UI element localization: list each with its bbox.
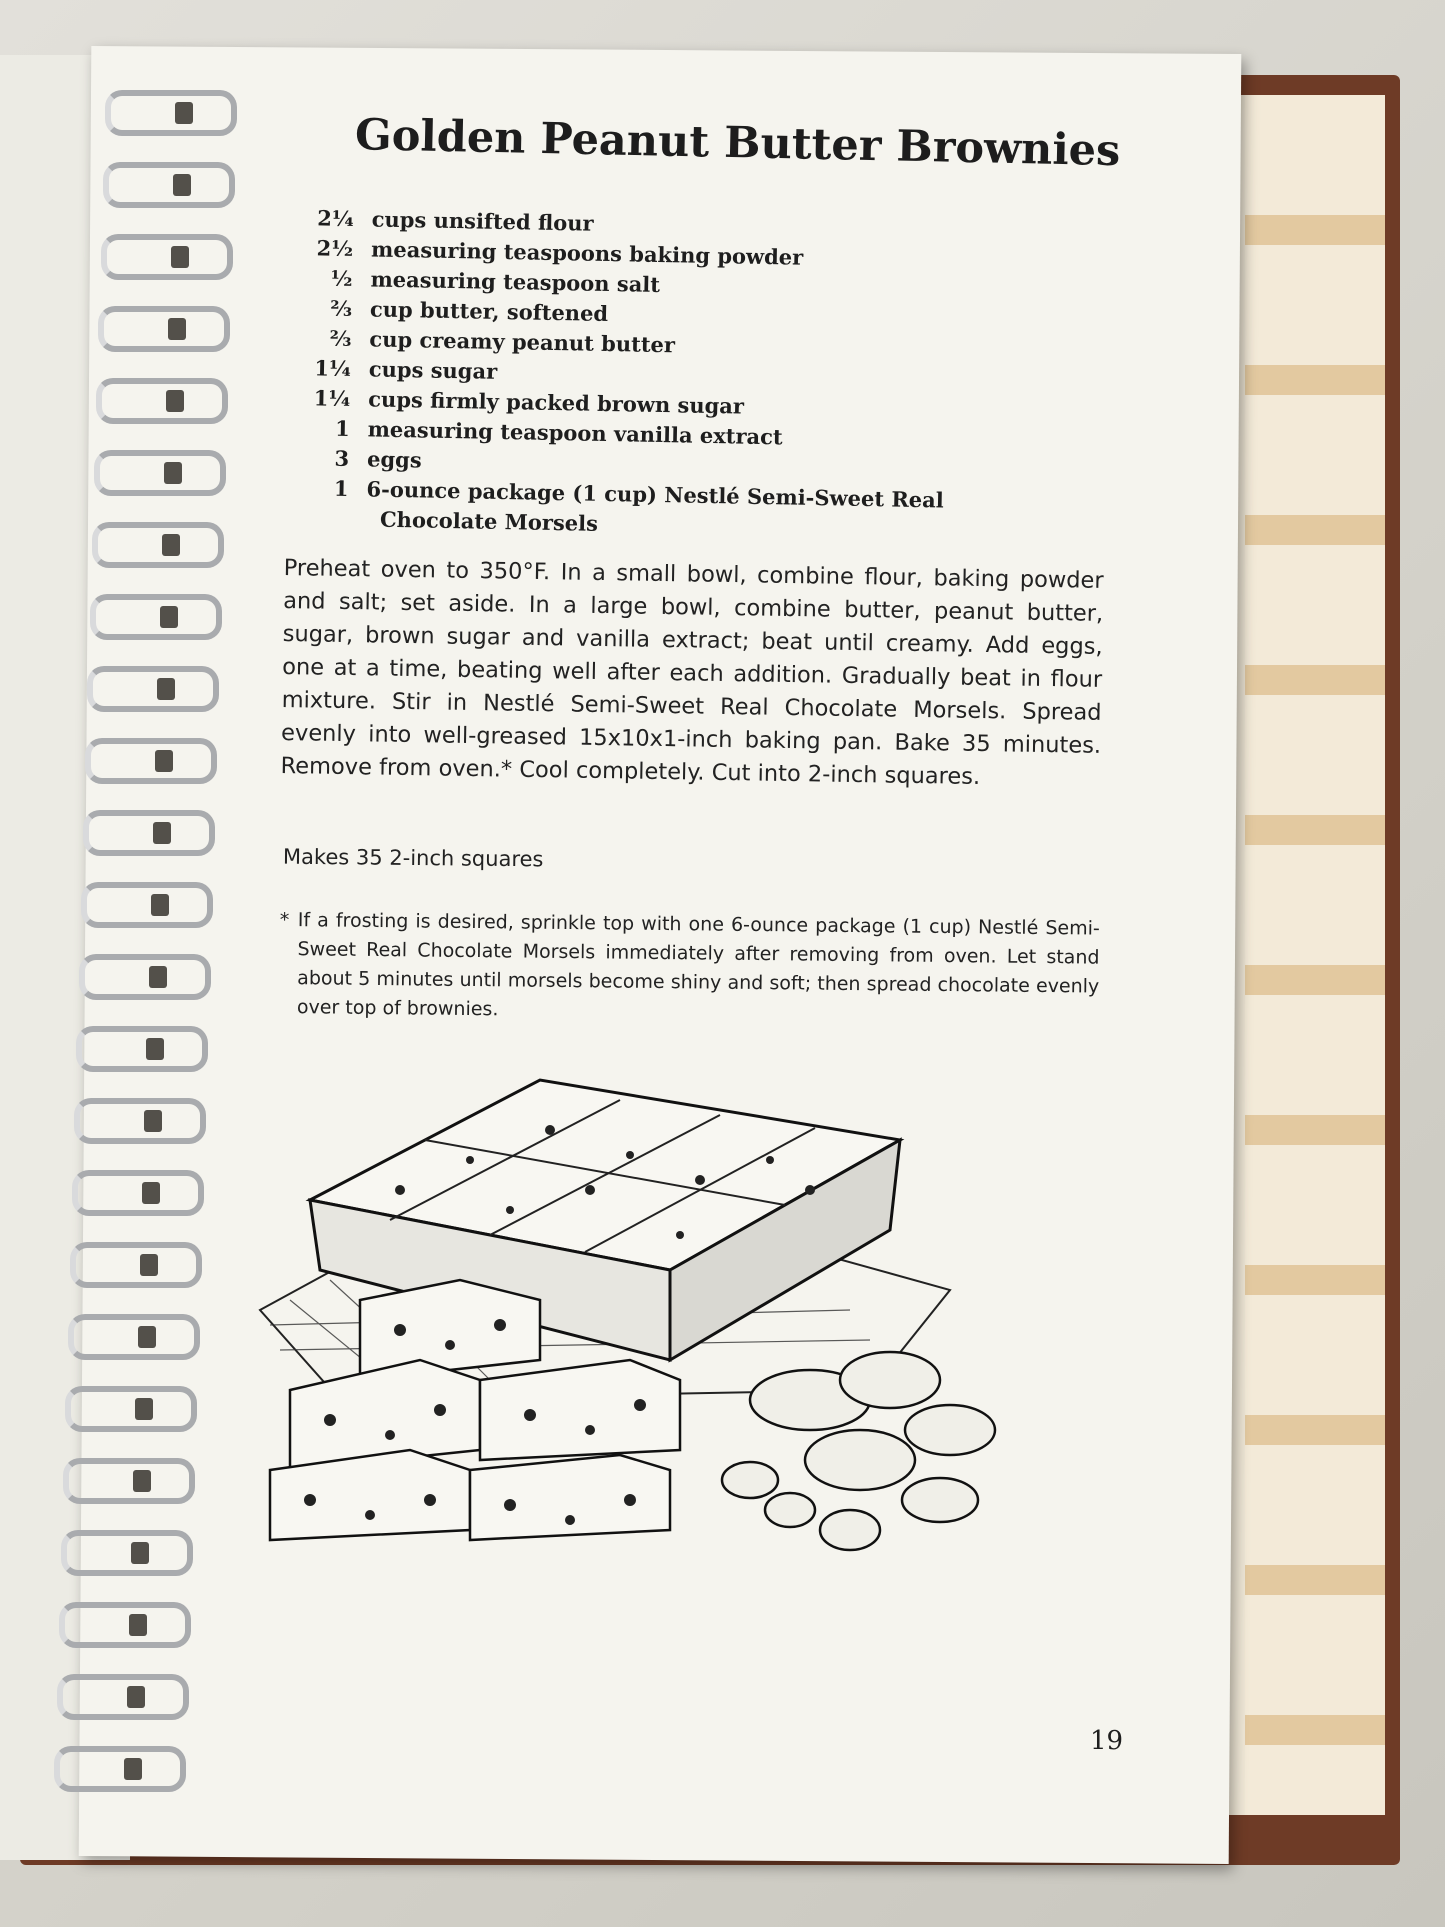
binding-hole [160, 606, 178, 628]
spiral-binding [25, 90, 235, 1840]
ingredient-quantity: ⅔ [329, 325, 352, 352]
frosting-footnote [279, 906, 1100, 1031]
ingredient-text: measuring teaspoon vanilla extract [367, 416, 783, 450]
binding-hole [144, 1110, 162, 1132]
binding-hole [173, 174, 191, 196]
ingredient-quantity: 2½ [316, 235, 354, 262]
ingredient-text: measuring teaspoons baking powder [370, 236, 804, 270]
binding-hole [164, 462, 182, 484]
binding-hole [133, 1470, 151, 1492]
binding-hole [149, 966, 167, 988]
ingredient-quantity: 1¼ [314, 355, 352, 382]
binding-ring [103, 162, 235, 208]
ingredient-text: cup creamy peanut butter [369, 326, 676, 358]
binding-hole [135, 1398, 153, 1420]
binding-hole [127, 1686, 145, 1708]
recipe-yield: Makes 35 2-inch squares [282, 844, 544, 872]
binding-ring [83, 810, 215, 856]
binding-hole [171, 246, 189, 268]
binding-hole [153, 822, 171, 844]
binding-hole [151, 894, 169, 916]
binding-hole [138, 1326, 156, 1348]
ingredient-quantity: 1 [333, 475, 349, 502]
ingredient-quantity: ⅔ [330, 295, 353, 322]
decorative-border-strip [1245, 95, 1385, 1815]
ingredient-text: cups unsifted flour [371, 206, 594, 236]
binding-ring [61, 1530, 193, 1576]
ingredient-quantity: 1 [334, 415, 350, 442]
footnote-marker: * [279, 908, 290, 932]
ingredient-quantity: 2¼ [317, 205, 354, 232]
brownies-illustration [250, 1060, 1130, 1600]
binding-ring [63, 1458, 195, 1504]
binding-hole [146, 1038, 164, 1060]
binding-hole [142, 1182, 160, 1204]
binding-hole [155, 750, 173, 772]
ingredient-text: cups sugar [368, 356, 498, 384]
ingredient-quantity: ½ [330, 265, 353, 292]
binding-ring [59, 1602, 191, 1648]
binding-ring [92, 522, 224, 568]
binding-ring [79, 954, 211, 1000]
binding-hole [124, 1758, 142, 1780]
binding-ring [68, 1314, 200, 1360]
binding-hole [166, 390, 184, 412]
binding-ring [72, 1170, 204, 1216]
recipe-instructions: Preheat oven to 350°F. In a small bowl, combine flour, baking powder and salt; set aside. In a large bowl, combine butter, peanut butter, sugar, brown sugar and vanilla extract; beat until creamy. Add eggs, one at a time, beating well after each addition. Gradually beat in flour mixture. Stir in Nestlé Semi-Sweet Real Chocolate Morsels. Spread evenly into well-greased 15x10x1-inch baking pan. Bake 35 minutes. Remove from oven.* Cool completely. Cut into 2-inch squares. [280, 554, 1104, 790]
binding-hole [175, 102, 193, 124]
binding-ring [65, 1386, 197, 1432]
binding-ring [57, 1674, 189, 1720]
ingredient-list [290, 205, 1056, 550]
ingredient-continuation: Chocolate Morsels [379, 506, 599, 536]
binding-hole [157, 678, 175, 700]
ingredient-text: cups firmly packed brown sugar [368, 386, 745, 419]
recipe-title: Golden Peanut Butter Brownies [354, 110, 1121, 177]
binding-ring [54, 1746, 186, 1792]
binding-ring [81, 882, 213, 928]
binding-ring [96, 378, 228, 424]
footnote-text: If a frosting is desired, sprinkle top with one 6-ounce package (1 cup) Nestlé Semi-Sweet Real Chocolate Morsels immediately after removing from oven. Let stand about 5 minutes until morsels become shiny and soft; then spread chocolate evenly over top of brownies. [296, 909, 1100, 1021]
binding-hole [140, 1254, 158, 1276]
ingredient-text: cup butter, softened [369, 296, 609, 327]
binding-ring [74, 1098, 206, 1144]
binding-ring [94, 450, 226, 496]
ingredient-text: eggs [366, 446, 422, 473]
binding-hole [129, 1614, 147, 1636]
ingredient-text: measuring teaspoon salt [370, 266, 661, 298]
binding-ring [90, 594, 222, 640]
binding-ring [85, 738, 217, 784]
ingredient-quantity: 1¼ [313, 385, 351, 412]
binding-ring [76, 1026, 208, 1072]
binding-ring [87, 666, 219, 712]
binding-ring [101, 234, 233, 280]
binding-ring [105, 90, 237, 136]
binding-hole [131, 1542, 149, 1564]
ingredient-text: 6-ounce package (1 cup) Nestlé Semi-Sweet Real [366, 476, 945, 513]
page-number: 19 [1090, 1726, 1124, 1756]
ingredient-quantity: 3 [334, 445, 350, 472]
binding-ring [70, 1242, 202, 1288]
binding-ring [98, 306, 230, 352]
binding-hole [168, 318, 186, 340]
binding-hole [162, 534, 180, 556]
